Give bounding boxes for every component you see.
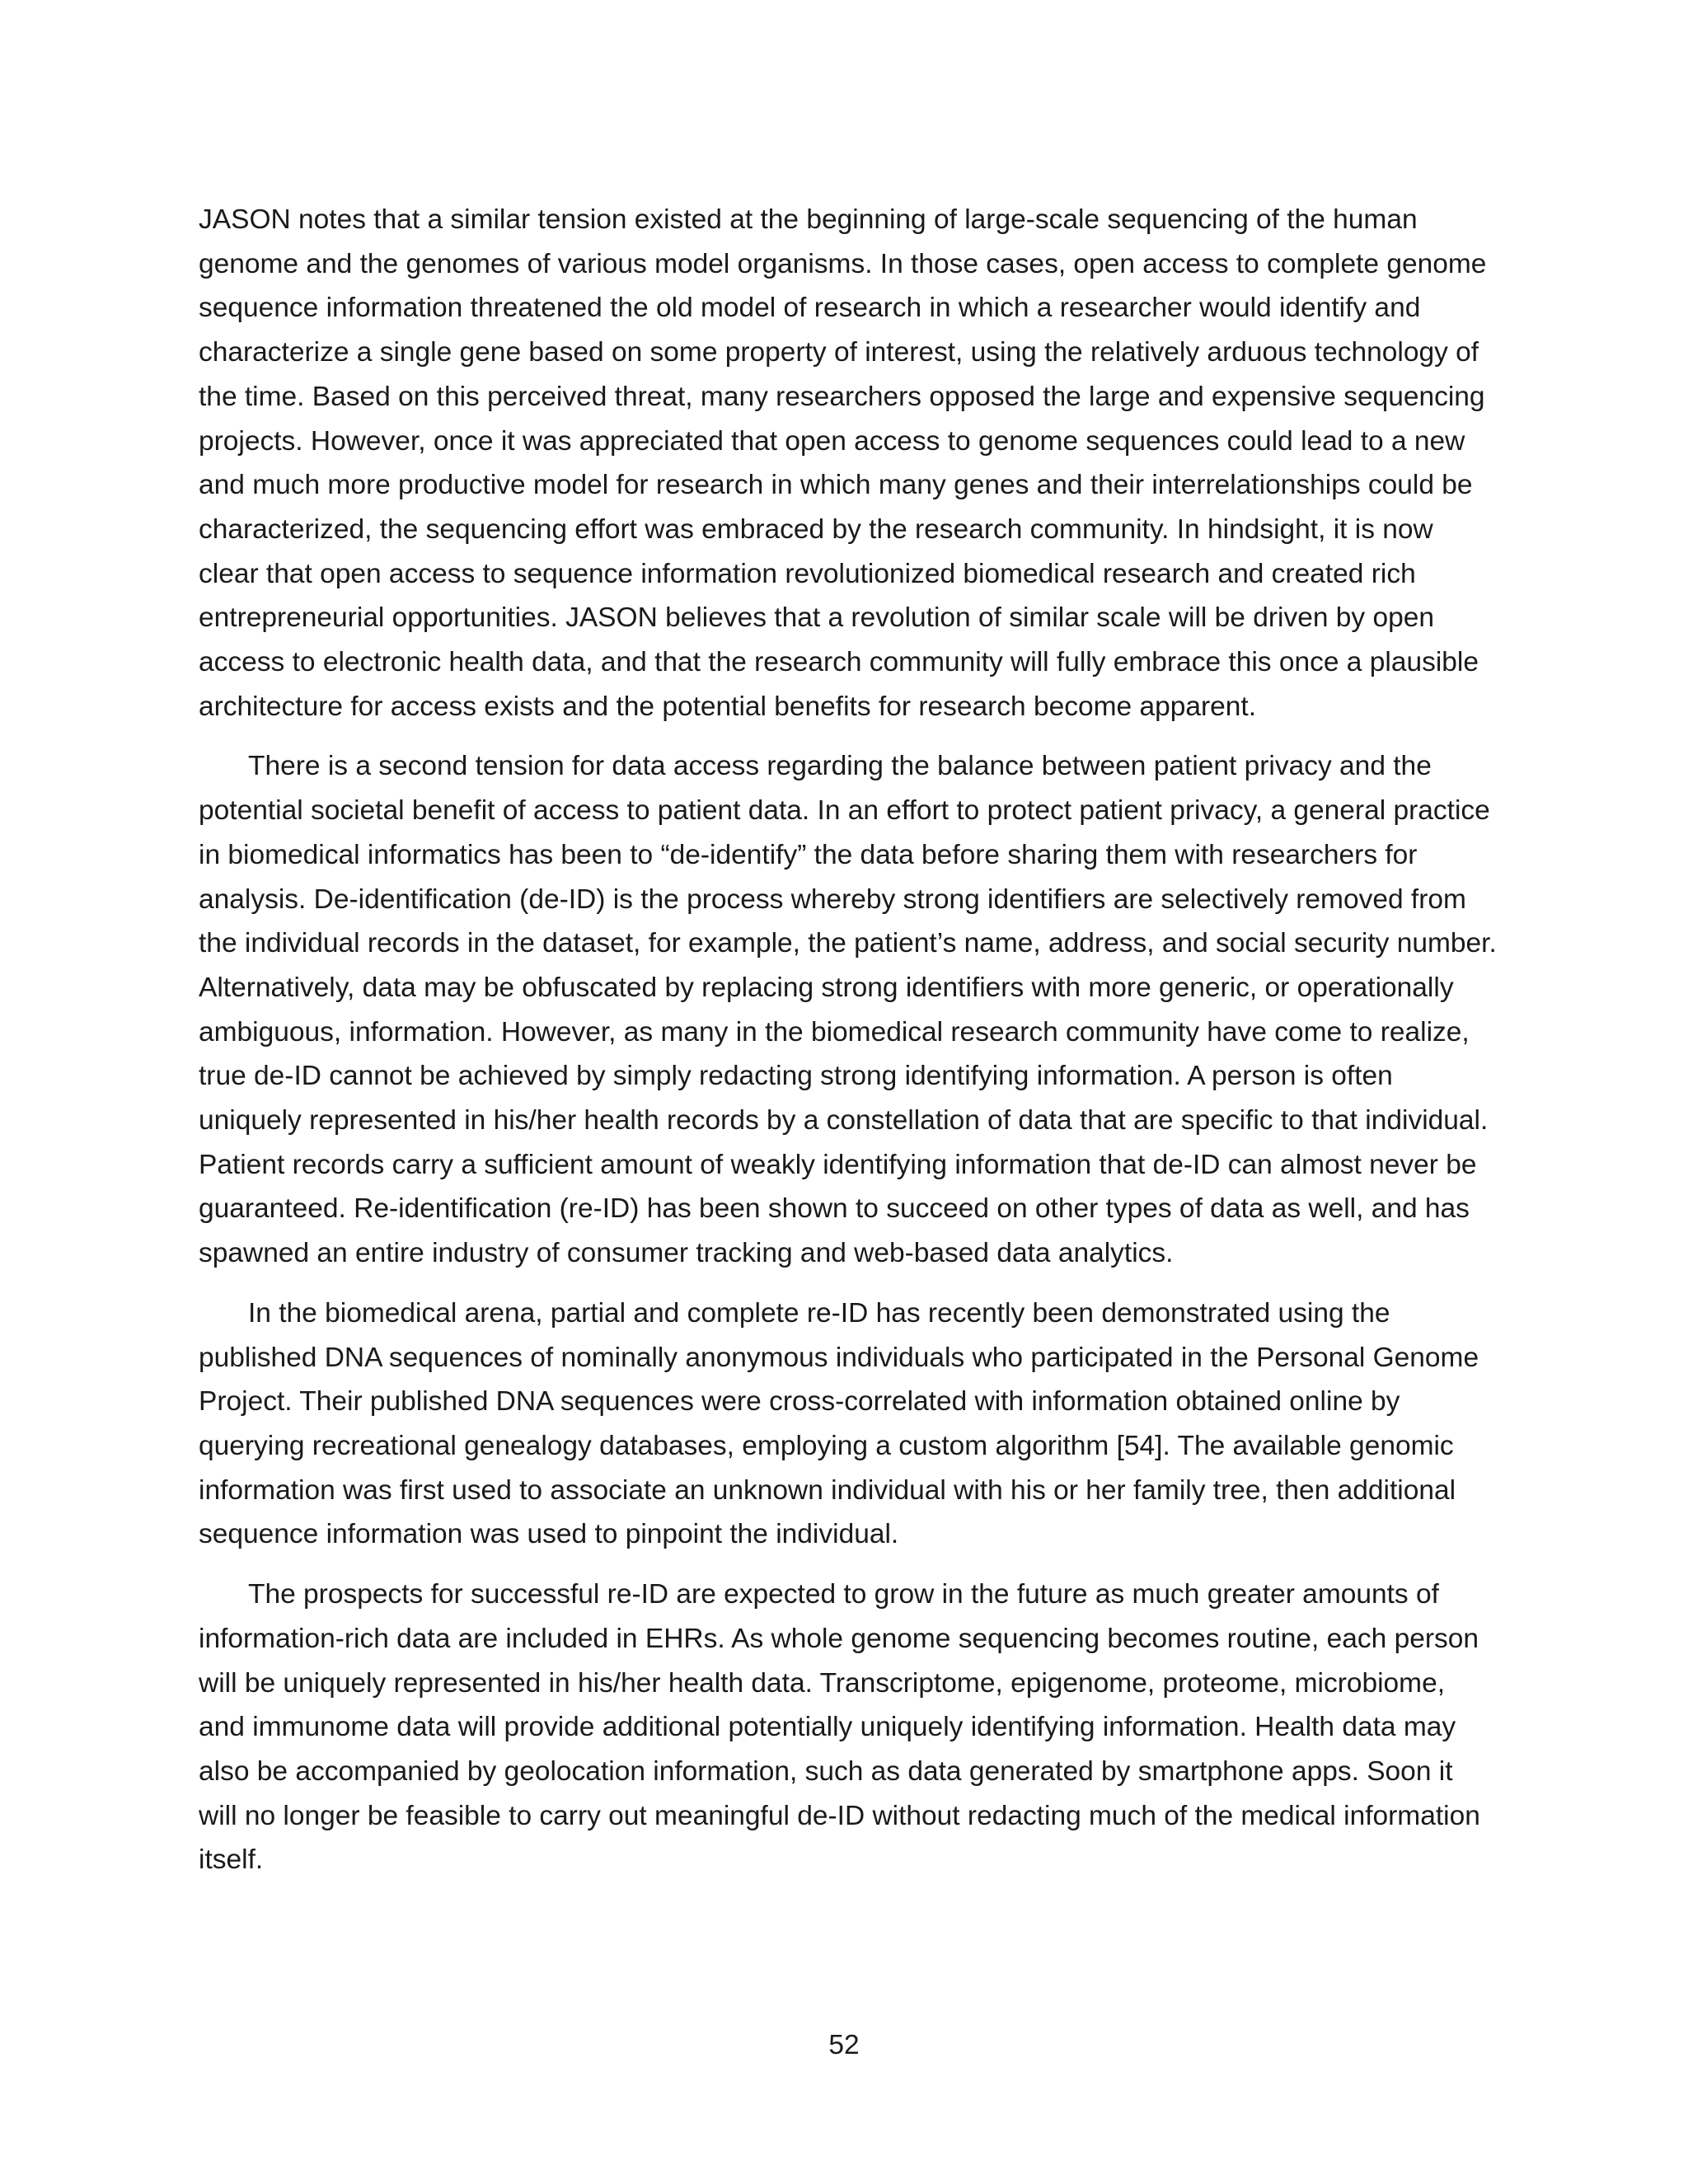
paragraph-1: JASON notes that a similar tension existed at the beginning of large-scale sequencing of the human genome and the genomes of various model organisms. In those cases, open access to complete genome sequence information threatened the old model of research in which a researcher would identify and characterize a single gene based on some property of interest, using the relatively arduous technology of the time. Based on this perceived threat, many researchers opposed the large and expensive sequencing projects. However, once it was appreciated that open access to genome sequences could lead to a new and much more productive model for research in which many genes and their interrelationships could be characterized, the sequencing effort was embraced by the research community. In hindsight, it is now clear that open access to sequence information revolutionized biomedical research and created rich entrepreneurial opportunities. JASON believes that a revolution of similar scale will be driven by open access to electronic health data, and that the research community will fully embrace this once a plausible architecture for access exists and the potential benefits for research become apparent.: [199, 204, 1487, 722]
page-number: 52: [828, 2030, 860, 2060]
body-text: [199, 198, 1497, 1898]
paragraph-3: In the biomedical arena, partial and complete re-ID has recently been demonstrated using the published DNA sequences of nominally anonymous individuals who participated in the Personal Genome Project. Their published DNA sequences were cross-correlated with information obtained online by querying recreational genealogy databases, employing a custom algorithm [54]. The available genomic information was first used to associate an unknown individual with his or her family tree, then additional sequence information was used to pinpoint the individual.: [199, 1297, 1479, 1550]
paragraph-2: There is a second tension for data access regarding the balance between patient privacy and the potential societal benefit of access to patient data. In an effort to protect patient privacy, a general practice in biomedical informatics has been to “de-identify” the data before sharing them with researchers for analysis. De-identification (de-ID) is the process whereby strong identifiers are selectively removed from the individual records in the dataset, for example, the patient’s name, address, and social security number. Alternatively, data may be obfuscated by replacing strong identifiers with more generic, or operationally ambiguous, information. However, as many in the biomedical research community have come to realize, true de-ID cannot be achieved by simply redacting strong identifying information. A person is often uniquely represented in his/her health records by a constellation of data that are specific to that individual. Patient records carry a sufficient amount of weakly identifying information that de-ID can almost never be guaranteed. Re-identification (re-ID) has been shown to succeed on other types of data as well, and has spawned an entire industry of consumer tracking and web-based data analytics.: [199, 751, 1497, 1269]
paragraph-4: The prospects for successful re-ID are expected to grow in the future as much greater amounts of information-rich data are included in EHRs. As whole genome sequencing becomes routine, each person will be uniquely represented in his/her health data. Transcriptome, epigenome, proteome, microbiome, and immunome data will provide additional potentially uniquely identifying information. Health data may also be accompanied by geolocation information, such as data generated by smartphone apps. Soon it will no longer be feasible to carry out meaningful de-ID without redacting much of the medical information itself.: [199, 1579, 1480, 1876]
